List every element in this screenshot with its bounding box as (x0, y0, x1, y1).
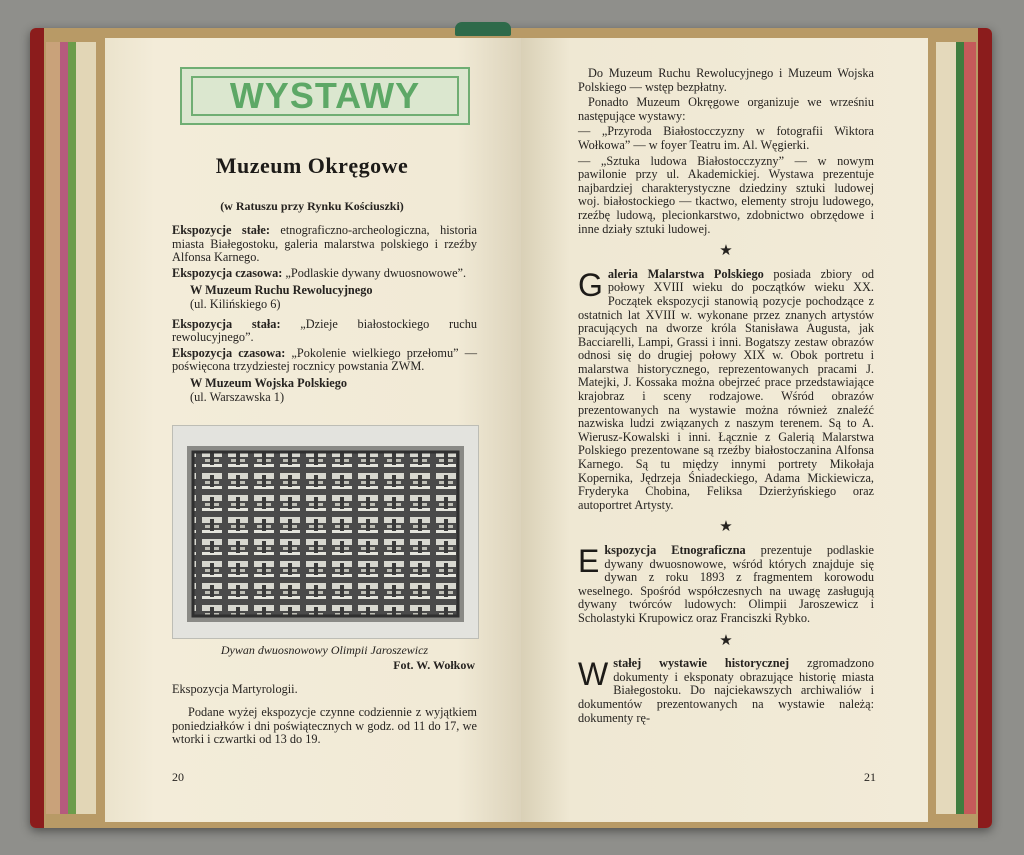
drop-cap: G (578, 266, 603, 303)
banner-frame (191, 76, 459, 116)
section-text: prezentuje podlaskie dywany dwuosnowowe, wśród których znajduje się dywan z roku 1893 z fragmentem korowodu weselnego. Spośród współczesnych na uwagę zasługują dywany twórców ludowych: Olimpii Jaroszewicz i Scholastyki Krupowicz oraz Franciszki Rybko. (578, 543, 874, 625)
label: Ekspozycja czasowa: (172, 345, 286, 360)
section-heading: stałej wystawie historycznej (613, 656, 790, 671)
section-banner (180, 67, 470, 125)
paragraph (172, 224, 477, 265)
left-page (105, 38, 519, 822)
text: „Dzieje białostockiego ruchu rewolucyjnego”. (172, 316, 477, 345)
label: Ekspozycje stałe: (172, 223, 270, 237)
martyrology-line: Ekspozycja Martyrologii. (172, 682, 298, 696)
section-text: posiada zbiory od połowy XVIII wieku do początków wieku XX. Początek ekspozycji stanowią pozycje pochodzące z ostatnich lat XVIII w. wykonane przez znanych artystów pracujących na dworze króla Stanisława Augusta, jak Bacciarelli, Lampi, Grassi i inni. Bogatszy zestaw obrazów odnosi się do drugiej połowy XIX w. Obok portretu i malarstwa historycznego, reprezentowanych pracami J. Matejki, J. Kossaka można obejrzeć prace przedstawiające krajobraz i sceny rodzajowe. Wśród obrazów prezentowanych na wystawie można również znaleźć nazwiska ludzi związanych z naszym terenem. Są to A. Wierusz-Kowalski i inni. Łącznie z Galerią Malarstwa Polskiego prezentowane są rzeźby białostoczanina Alfonsa Karnego. Są tu między innymi portrety Mikołaja Kopernika, Jędrzeja Śniadeckiego, Adama Mickiewicza, Fryderyka Chobina, Feliksa Dzierżyńskiego oraz autoportret Artysty. (578, 266, 874, 512)
branch-name: W Muzeum Wojska Polskiego (190, 375, 348, 390)
page-edges-left-pink (60, 42, 68, 814)
star-divider: ★ (719, 243, 733, 260)
section-gallery (578, 268, 874, 513)
label: Ekspozycja stała: (172, 316, 281, 331)
opening-hours: Podane wyżej ekspozycje czynne codziennie z wyjątkiem poniedziałków i dni poświątecznych w godz. od 11 do 17, we wtorki i czwartki od 13 do 19. (172, 705, 477, 747)
text: etnograficzno-archeologiczna, historia miasta Białegostoku, galeria malarstwa polskiego i rzeźby Alfonsa Karnego. (172, 223, 477, 265)
museum-subtitle: (w Ratuszu przy Rynku Kościuszki) (220, 199, 404, 213)
page-edges-right-green (956, 42, 964, 814)
section-heading: kspozycja Etnograficzna (604, 543, 746, 557)
carpet-illustration (173, 426, 478, 638)
paragraph (172, 347, 477, 374)
book-cover-right (978, 28, 992, 828)
section-heading: aleria Malarstwa Polskiego (607, 266, 764, 281)
paragraph: — „Przyroda Białostocczyzny w fotografii Wiktora Wołkowa” — w foyer Teatru im. Al. Węgierki. (578, 124, 874, 152)
page-edges-right-red (964, 42, 976, 814)
exhibitions-list (172, 224, 477, 406)
section-text: zgromadzono dokumenty i eksponaty obrazujące historię miasta Białegostoku. Do najciekawszych archiwaliów i dokumentów prezentowanych na wystawie należą: dokumenty rę- (578, 656, 874, 725)
page-edges-right-cream (936, 42, 956, 814)
section-history (578, 657, 874, 725)
page-edges-left-cream (76, 42, 96, 814)
banner-title: WYSTAWY (229, 75, 421, 117)
bookmark-ribbon (455, 22, 511, 36)
page-edges-left (46, 42, 60, 814)
branch-name: W Muzeum Ruchu Rewolucyjnego (190, 283, 373, 298)
paragraph (172, 318, 477, 345)
text: „Podlaskie dywany dwuosnowowe”. (282, 265, 467, 280)
photo-caption: Dywan dwuosnowowy Olimpii Jaroszewicz (220, 643, 429, 657)
drop-cap: E (578, 543, 600, 579)
text: „Pokolenie wielkiego przełomu” — poświęcona trzydziestej rocznicy powstania ZWM. (172, 345, 477, 374)
section-ethnographic (578, 544, 874, 626)
paragraph: Ponadto Muzeum Okręgowe organizuje we wrześniu następujące wystawy: (578, 95, 874, 123)
label: Ekspozycja czasowa: (172, 265, 283, 280)
star-divider: ★ (719, 632, 733, 649)
book-cover-left (30, 28, 44, 828)
star-divider: ★ (719, 519, 733, 536)
page-number-left: 20 (172, 770, 184, 784)
right-page-text (578, 67, 874, 727)
carpet-photo (172, 425, 479, 639)
paragraph: — „Sztuka ludowa Białostocczyzny” — w nowym pawilonie przy ul. Akademickiej. Wystawa prezentuje najbardziej charakterystyczne dziedziny sztuki ludowej woj. białostockiego — tkactwo, elementy stroju ludowego, rzeźbę ludową, plecionkarstwo, zdobnictwo obrzędowe i inne działy sztuki ludowej. (578, 153, 874, 236)
right-page (521, 38, 928, 822)
branch-address: (ul. Warszawska 1) (190, 389, 285, 404)
paragraph (172, 267, 477, 281)
drop-cap: W (578, 656, 609, 693)
branch-address: (ul. Kilińskiego 6) (190, 296, 281, 311)
page-number-right: 21 (864, 770, 876, 784)
page-edges-left-green (68, 42, 76, 814)
photo-credit: Fot. W. Wołkow (393, 658, 475, 672)
museum-title: Muzeum Okręgowe (215, 153, 409, 178)
paragraph: Do Muzeum Ruchu Rewolucyjnego i Muzeum Wojska Polskiego — wstęp bezpłatny. (578, 66, 874, 94)
